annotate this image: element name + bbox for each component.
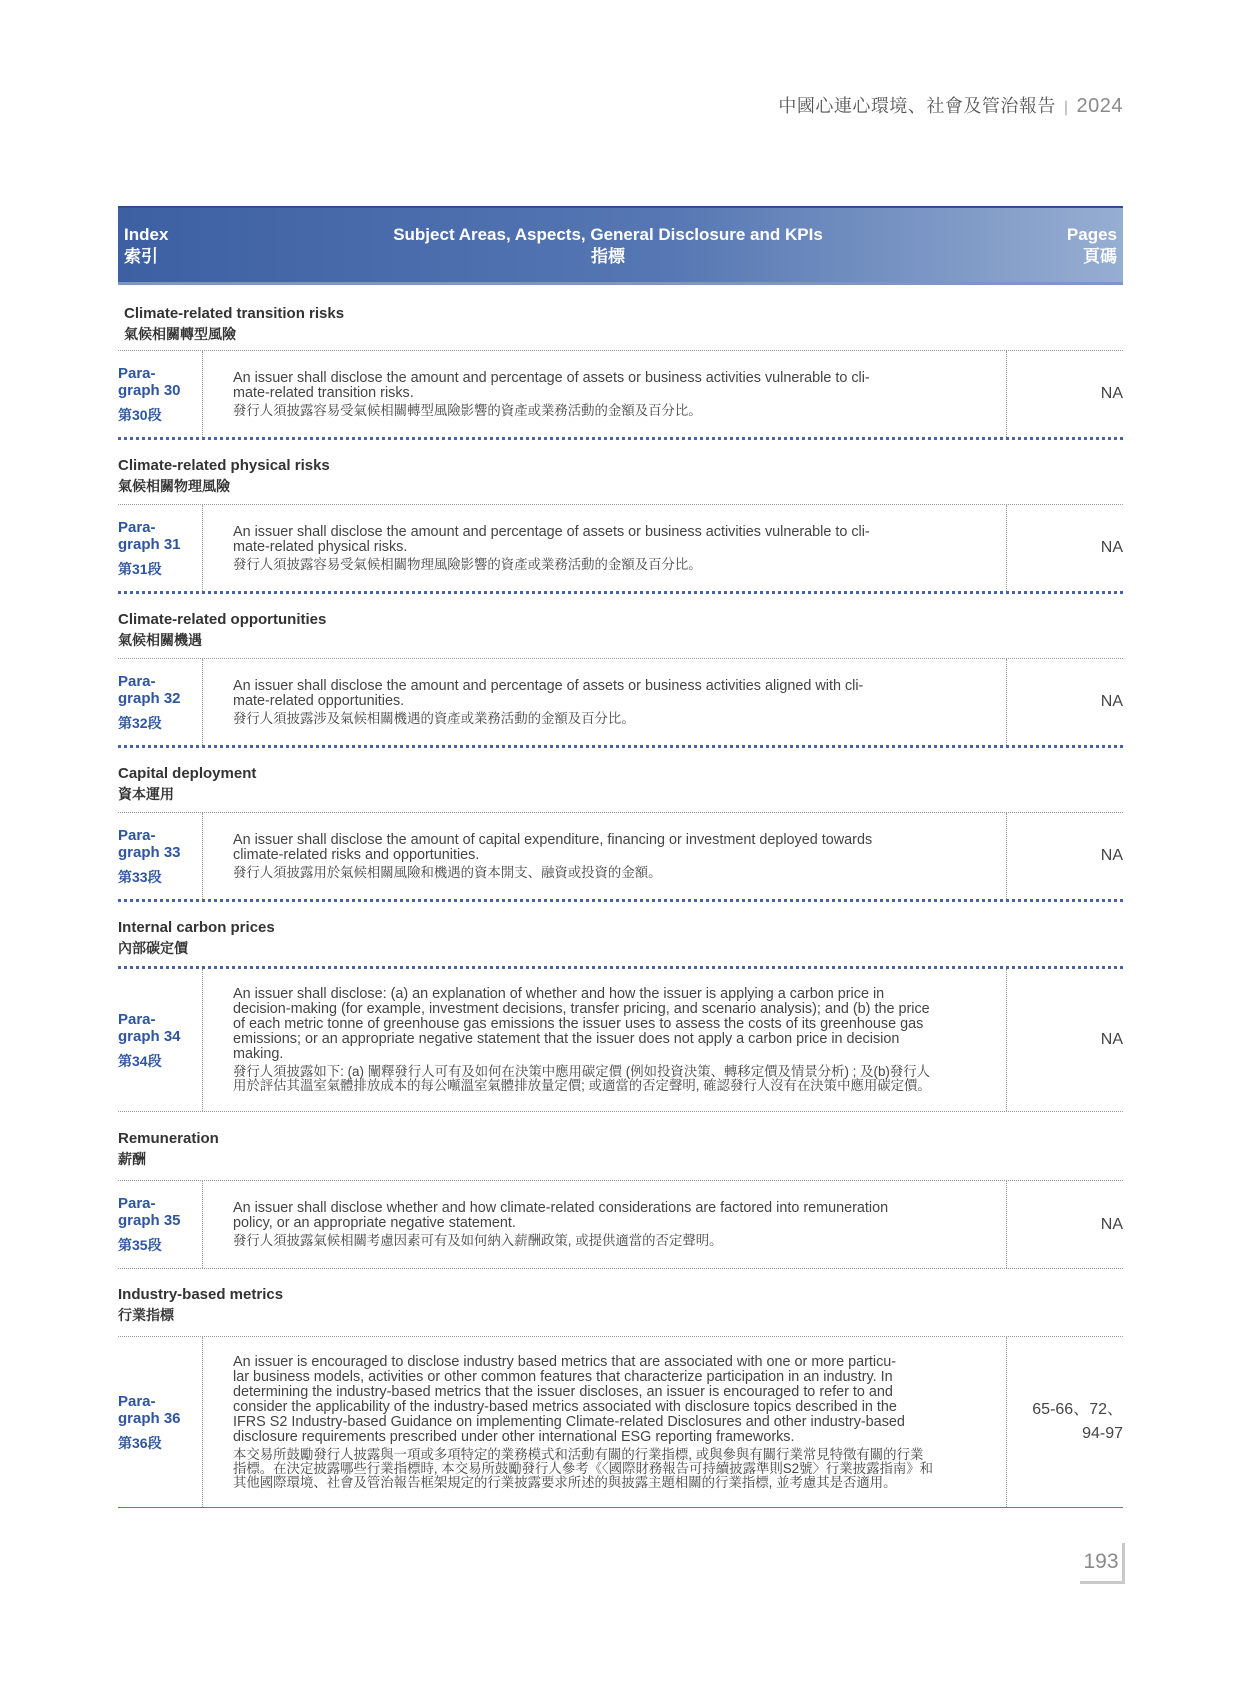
table-row [118,966,1123,1111]
row-pages: NA [1100,693,1123,710]
row-description [202,351,1007,437]
table-row [118,1336,1123,1508]
section-title-en: Internal carbon prices [118,919,275,936]
header-index-zh: 索引 [124,247,158,266]
section-title [118,745,1123,812]
table-row [118,1180,1123,1268]
index-en: Para- graph 33 [118,826,181,861]
desc-en: An issuer is encouraged to disclose industry based metrics that are associated with one or more particu- lar business models, activities or other common features that characterize participation in an industry. In determining the industry-based metrics that the issuer discloses, an issuer is encouraged to refer to and consider the applicability of the industry-based metrics associated with disclosure topics described in the IFRS S2 Industry-based Guidance on implementing Climate-related Disclosures and other industry-based disclosure requirements prescribed under other international ESG reporting frameworks. [233,1353,905,1445]
row-pages: NA [1100,539,1123,556]
section-title-en: Industry-based metrics [118,1286,284,1303]
desc-zh: 發行人須披露用於氣候相關風險和機遇的資本開支、融資或投資的金額。 [233,864,662,880]
index-zh: 第32段 [118,714,162,731]
row-index [118,813,202,899]
table-row [118,350,1123,437]
row-description [202,969,1007,1111]
section-title [118,1111,1123,1180]
row-index [118,505,202,591]
header-subject-zh: 指標 [591,247,625,266]
index-zh: 第30段 [118,406,162,423]
row-pages: NA [1100,385,1123,402]
desc-en: An issuer shall disclose the amount and percentage of assets or business activities vulnerable to cli- mate-related transition risks. [233,369,870,401]
row-pages: NA [1100,1031,1123,1048]
section-title-zh: 氣候相關物理風險 [118,478,230,494]
section-title-en: Climate-related opportunities [118,611,327,628]
row-pages: 65-66、72、 94-97 [1032,1401,1123,1442]
row-description [202,659,1007,745]
header-separator: | [1063,99,1069,116]
section-title-zh: 薪酬 [118,1151,146,1167]
desc-en: An issuer shall disclose the amount and percentage of assets or business activities vulnerable to cli- mate-related physical risks. [233,523,870,555]
row-index [118,1181,202,1268]
header-subject-en: Subject Areas, Aspects, General Disclosure and KPIs [393,225,823,244]
desc-zh: 本交易所鼓勵發行人披露與一項或多項特定的業務模式和活動有關的行業指標, 或與參與有關行業常見特徵有關的行業 指標。在決定披露哪些行業指標時, 本交易所鼓勵發行人參考《〈國際財務報告可持續披露準則S2號〉行業披露指南》和 其他國際環境、社會及管治報告框架規定的行業披露要求所述的與披露主題相關的行業指標, 並考慮其是否適用。 [233,1446,934,1490]
header-subject [318,224,898,268]
desc-zh: 發行人須披露氣候相關考慮因素可有及如何納入薪酬政策, 或提供適當的否定聲明。 [233,1233,723,1248]
desc-zh: 發行人須披露容易受氣候相關轉型風險影響的資產或業務活動的金額及百分比。 [233,402,702,418]
section-title-en: Capital deployment [118,765,257,782]
table-header [118,206,1123,285]
index-en: Para- graph 34 [118,1010,181,1045]
index-en: Para- graph 32 [118,672,181,707]
desc-zh: 發行人須披露如下: (a) 闡釋發行人可有及如何在決策中應用碳定價 (例如投資決策、轉移定價及情景分析) ; 及(b)發行人 用於評估其溫室氣體排放成本的每公噸溫室氣體排放量定價; 或適當的否定聲明, 確認發行人沒有在決策中應用碳定價。 [233,1064,931,1093]
index-en: Para- graph 31 [118,518,181,553]
section-title-zh: 氣候相關機遇 [118,632,202,648]
row-pages: NA [1100,847,1123,864]
desc-en: An issuer shall disclose the amount and percentage of assets or business activities aligned with cli- mate-related opportunities. [233,677,864,709]
desc-en: An issuer shall disclose: (a) an explanation of whether and how the issuer is applying a carbon price in decision-making (for example, investment decisions, transfer pricing, and scenario analysis); and (b) the price of each metric tonne of greenhouse gas emissions the issuer uses to assess the costs of its greenhouse gas emissions; or an appropriate negative statement that the issuer does not apply a carbon price in decision making. [233,986,930,1062]
desc-zh: 發行人須披露涉及氣候相關機遇的資產或業務活動的金額及百分比。 [233,710,635,726]
row-description [202,1337,1007,1507]
section-title [118,1268,1123,1336]
row-description [202,505,1007,591]
table-row [118,812,1123,899]
index-zh: 第36段 [118,1434,162,1451]
header-index-en: Index [124,225,169,244]
row-description [202,1181,1007,1268]
desc-en: An issuer shall disclose whether and how climate-related considerations are factored into remuneration policy, or an appropriate negative statement. [233,1200,889,1231]
row-description [202,813,1007,899]
row-index [118,1337,202,1507]
section-title-zh: 資本運用 [118,786,174,802]
row-index [118,969,202,1111]
section-title-en: Climate-related physical risks [118,457,330,474]
row-pages: NA [1100,1215,1123,1233]
section-title [118,285,1123,350]
index-zh: 第31段 [118,560,162,577]
index-zh: 第34段 [118,1052,162,1069]
index-table [118,206,1123,1508]
report-header [778,92,1123,118]
section-title-zh: 行業指標 [118,1307,174,1323]
section-title-en: Climate-related transition risks [124,305,345,322]
header-pages-zh: 頁碼 [1083,247,1117,266]
section-title-en: Remuneration [118,1130,219,1147]
section-title-zh: 內部碳定價 [118,940,188,956]
report-year: 2024 [1076,95,1123,117]
header-pages [1067,224,1117,268]
index-zh: 第35段 [118,1237,162,1253]
header-index [124,224,168,268]
index-en: Para- graph 35 [118,1195,181,1229]
desc-en: An issuer shall disclose the amount of capital expenditure, financing or investment deployed towards climate-related risks and opportunities. [233,831,873,863]
index-en: Para- graph 36 [118,1392,181,1427]
table-row [118,658,1123,745]
section-title [118,437,1123,504]
header-pages-en: Pages [1066,225,1117,244]
page-number: 193 [1080,1543,1125,1584]
row-index [118,351,202,437]
index-en: Para- graph 30 [118,364,181,399]
table-row [118,504,1123,591]
row-index [118,659,202,745]
index-zh: 第33段 [118,868,162,885]
section-title-zh: 氣候相關轉型風險 [124,326,236,342]
report-title: 中國心連心環境、社會及管治報告 [778,96,1056,116]
section-title [118,899,1123,966]
desc-zh: 發行人須披露容易受氣候相關物理風險影響的資產或業務活動的金額及百分比。 [233,556,702,572]
section-title [118,591,1123,658]
